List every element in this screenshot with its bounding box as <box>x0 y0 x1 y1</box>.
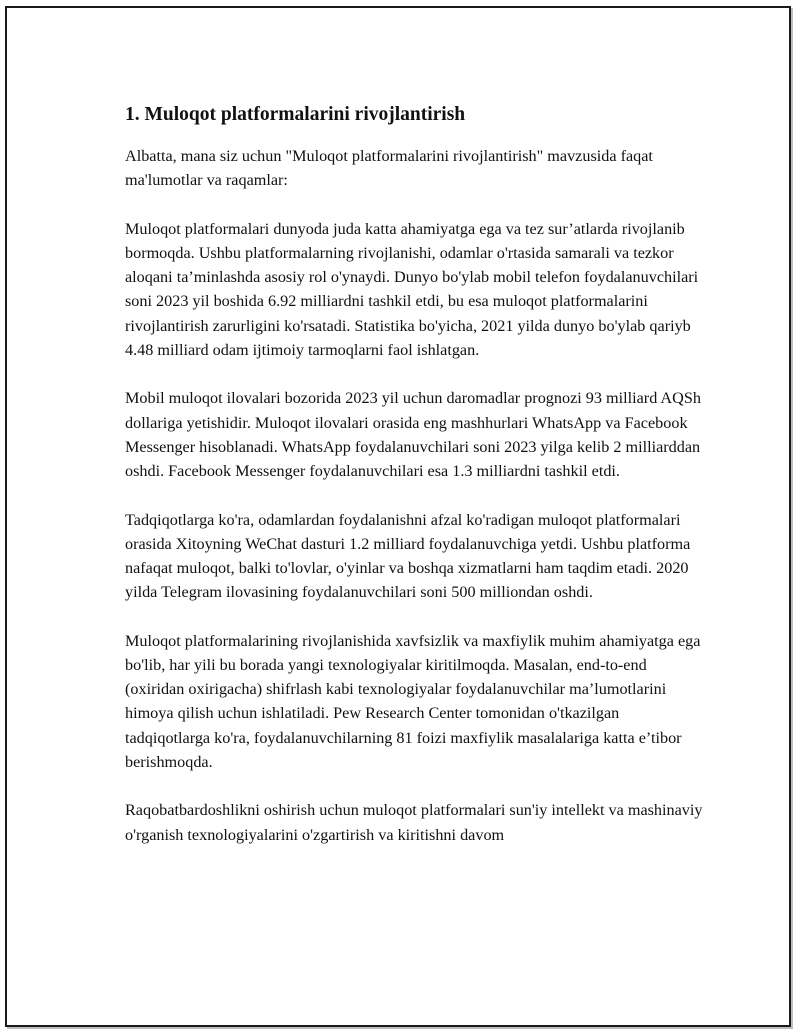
document-body <box>125 102 705 871</box>
paragraph-growth: Muloqot platformalari dunyoda juda katta ahamiyatga ega va tez sur’atlarda rivojlanib bormoqda. Ushbu platformalarning rivojlanishi, odamlar o'rtasida samarali va tezkor aloqani ta’minlashda asosiy rol o'ynaydi. Dunyo bo'ylab mobil telefon foydalanuvchilari soni 2023 yil boshida 6.92 milliardni tashkil etdi, bu esa muloqot platformalarini rivojlantirish zarurligini ko'rsatadi. Statistika bo'yicha, 2021 yilda dunyo bo'ylab qariyb 4.48 milliard odam ijtimoiy tarmoqlarni faol ishlatgan. <box>125 219 699 359</box>
paragraph-mobile-apps: Mobil muloqot ilovalari bozorida 2023 yil uchun daromadlar prognozi 93 milliard AQSh dollariga yetishidir. Muloqot ilovalari orasida eng mashhurlari WhatsApp va Facebook Messenger hisoblanadi. WhatsApp foydalanuvchilari soni 2023 yilga kelib 2 milliarddan oshdi. Facebook Messenger foydalanuvchilari esa 1.3 milliardni tashkil etdi. <box>125 389 701 481</box>
paragraph-security: Muloqot platformalarining rivojlanishida xavfsizlik va maxfiylik muhim ahamiyatga ega bo'lib, har yili bu borada yangi texnologiyalar kiritilmoqda. Masalan, end-to-end (oxiridan oxirigacha) shifrlash kabi texnologiyalar foydalanuvchilar ma’lumotlarini himoya qilish uchun ishlatiladi. Pew Research Center tomonidan o'tkazilgan tadqiqotlarga ko'ra, foydalanuvchilarning 81 foizi maxfiylik masalalariga katta e’tibor berishmoqda. <box>125 631 701 771</box>
section-heading: 1. Muloqot platformalarini rivojlantirish <box>125 104 466 125</box>
paragraph-intro: Albatta, mana siz uchun "Muloqot platformalarini rivojlantirish" mavzusida faqat ma'lumotlar va raqamlar: <box>125 147 653 190</box>
paragraph-wechat-telegram: Tadqiqotlarga ko'ra, odamlardan foydalanishni afzal ko'radigan muloqot platformalari orasida Xitoyning WeChat dasturi 1.2 milliard foydalanuvchiga yetdi. Ushbu platforma nafaqat muloqot, balki to'lovlar, o'yinlar va boshqa xizmatlarni ham taqdim etadi. 2020 yilda Telegram ilovasining foydalanuvchilari soni 500 milliondan oshdi. <box>125 510 691 602</box>
paragraph-competition: Raqobatbardoshlikni oshirish uchun muloqot platformalari sun'iy intellekt va mashinaviy o'rganish texnologiyalarini o'zgartirish va kiritishni davom <box>125 801 703 844</box>
document-page <box>5 6 791 1027</box>
